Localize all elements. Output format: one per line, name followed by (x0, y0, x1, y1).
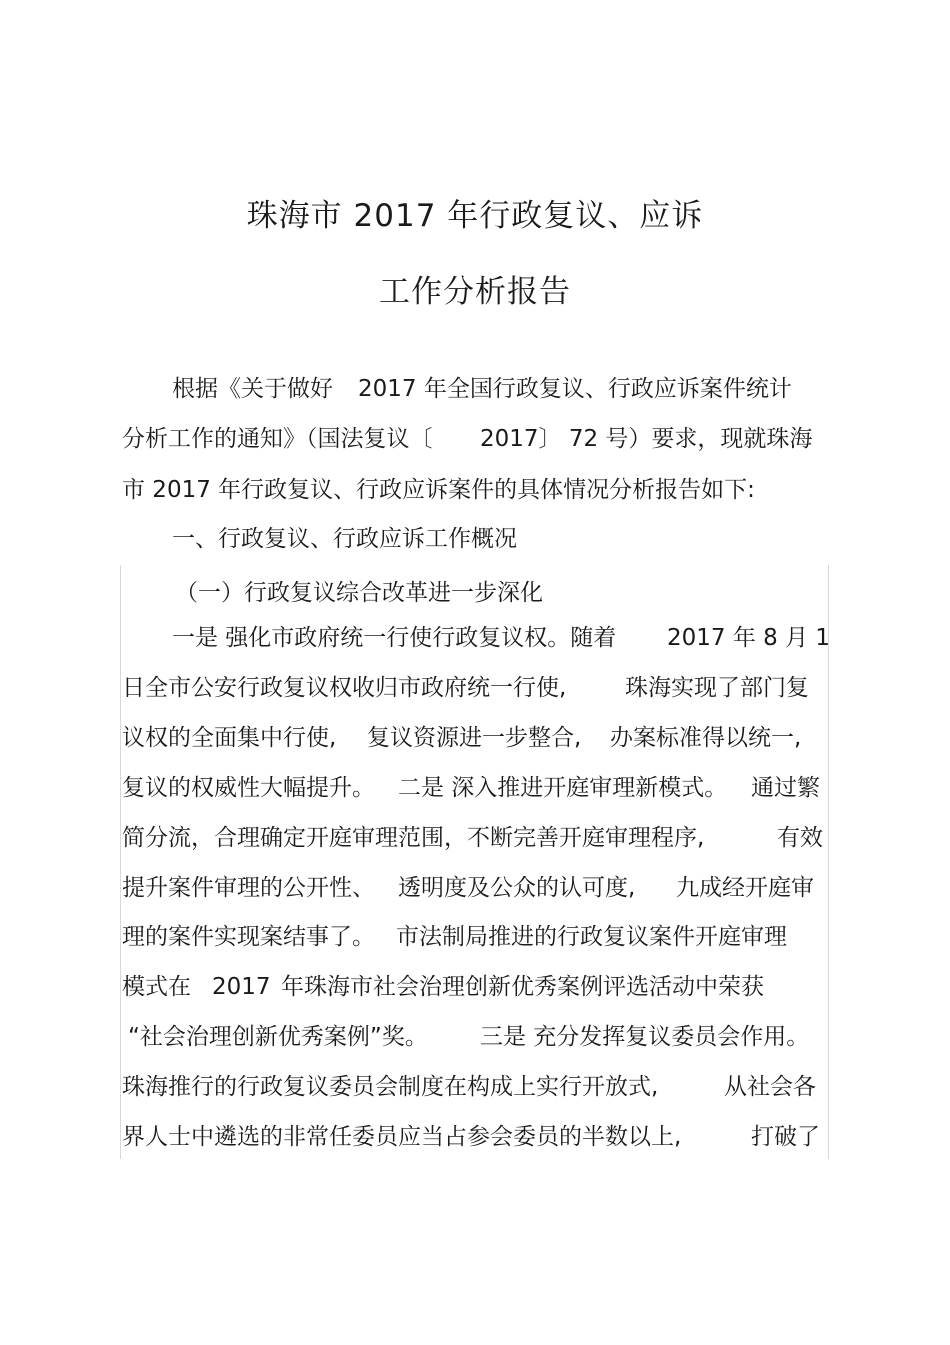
report-title-line-2: 工作分析报告 (379, 274, 571, 310)
report-title-line-1: 珠海市 2017 年行政复议、应诉 (246, 198, 704, 234)
body-text: 议权的全面集中行使, (122, 725, 337, 751)
body-text: 二是 深入推进开庭审理新模式。 (398, 775, 728, 801)
body-text: 打破了 (751, 1124, 820, 1150)
body-text: 复议资源进一步整合, (367, 725, 582, 751)
body-text: “社会治理创新优秀案例”奖。 (128, 1024, 428, 1050)
body-text: 简分流，合理确定开庭审理范围，不断完善开庭审理程序, (122, 825, 705, 851)
body-text: 提升案件审理的公开性、 (122, 875, 375, 901)
intro-text: 分析工作的通知》（国法复议〔 (122, 426, 433, 452)
body-text: 珠海实现了部门复 (625, 675, 809, 701)
body-text: 通过繁 (751, 775, 820, 801)
intro-text: 市 2017 年行政复议、行政应诉案件的具体情况分析报告如下: (122, 477, 755, 503)
body-text: 透明度及公众的认可度, (398, 875, 636, 901)
body-text: 有效 (777, 825, 823, 851)
body-text: 三是 充分发挥复议委员会作用。 (480, 1024, 810, 1050)
body-text: 理的案件实现案结事了。 (122, 924, 375, 950)
body-text: 日全市公安行政复议权收归市政府统一行使, (122, 675, 567, 701)
body-text: 界人士中遴选的非常任委员应当占参会委员的半数以上, (122, 1124, 682, 1150)
intro-text: 根据《关于做好 (172, 376, 333, 402)
body-text: 模式在 (122, 974, 191, 1000)
body-text: 年珠海市社会治理创新优秀案例评选活动中荣获 (281, 974, 764, 1000)
intro-text: 2017〕 72 号）要求，现就珠海 (480, 426, 813, 452)
scan-border-right (828, 565, 829, 1159)
body-text: 珠海推行的行政复议委员会制度在构成上实行开放式, (122, 1074, 659, 1100)
scan-border-left (120, 565, 121, 1159)
body-text: 一是 强化市政府统一行使行政复议权。随着 (172, 625, 617, 651)
section-heading-text: 一、行政复议、行政应诉工作概况 (172, 526, 517, 552)
body-text: 办案标准得以统一, (610, 725, 802, 751)
body-text: 从社会各 (724, 1074, 816, 1100)
body-text: 2017 (212, 974, 271, 1000)
body-text: 2017 年 8 月 1 (667, 625, 831, 651)
body-text: 市法制局推进的行政复议案件开庭审理 (396, 924, 787, 950)
body-text: 复议的权威性大幅提升。 (122, 775, 375, 801)
subsection-heading-text: （一）行政复议综合改革进一步深化 (175, 580, 543, 606)
body-text: 九成经开庭审 (676, 875, 814, 901)
intro-text: 2017 年全国行政复议、行政应诉案件统计 (358, 376, 792, 402)
